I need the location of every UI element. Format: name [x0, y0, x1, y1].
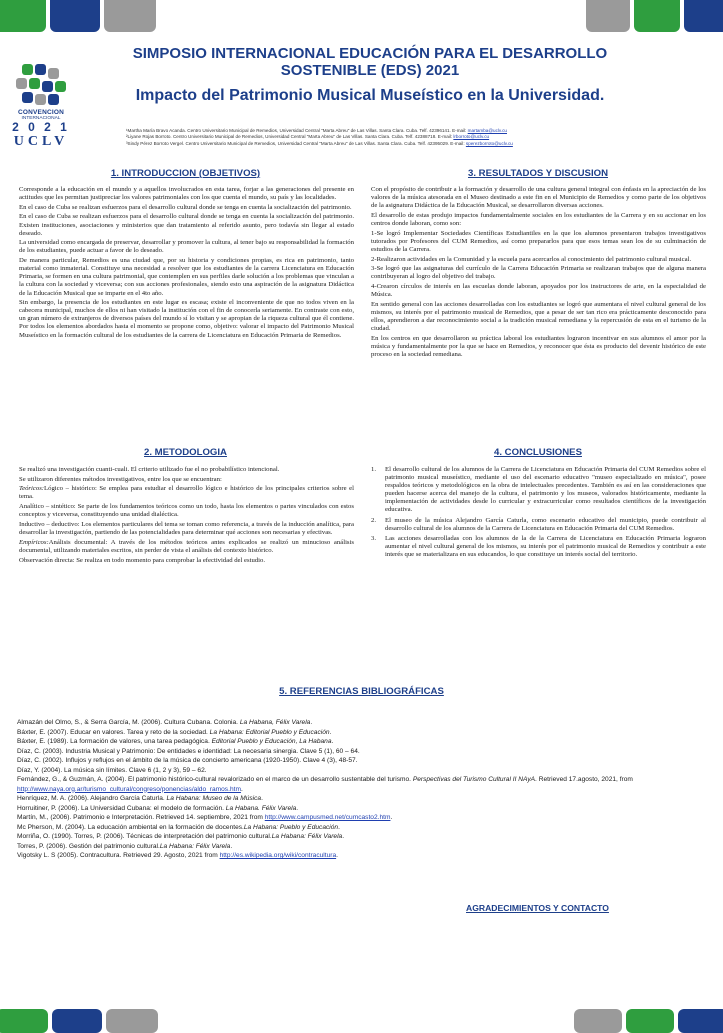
corner-square-gray-bottom-left: [106, 1009, 158, 1033]
corner-square-blue-bottom-left: [52, 1009, 102, 1033]
conclusions-text: [371, 466, 706, 561]
list-item: Horruitiner, P. (2006). La Universidad Cubana: el modelo de formación. La Habana. Félix Varela.: [17, 804, 299, 812]
paragraph: 2-Realizaron actividades en la Comunidad y la escuela para acercarlos al conocimiento del patrimonio cultural musical.: [371, 255, 692, 263]
reference-link[interactable]: http://www.naya.org.ar/turismo_cultural/congreso/ponencias/aldo_ramos.htm: [17, 785, 241, 793]
paragraph: Se utilizaron diferentes métodos investigativos, entre los que se encuentran:: [19, 475, 222, 483]
author-line: ³Sindy Pérez Borroto Vergel. Centro Universitario Municipal de Remedios, Universidad Central "Marta Abreu" de Las Villas. Santa Clara. Cuba. Telf. 42395029. E-mail: sperezborroto@uclv.cu: [126, 140, 513, 146]
introduction-text: [19, 186, 354, 341]
list-item: Díaz, Y. (2004). La música sin límites. Clave 6 (1, 2 y 3), 59 – 62.: [17, 766, 207, 774]
corner-square-blue-top-left: [50, 0, 100, 32]
list-item: Torres, P. (2006). Gestión del patrimonio cultural.La Habana: Félix Varela.: [17, 842, 233, 850]
paragraph: Observación directa: Se realiza en todo momento para comprobar la efectividad del estudio.: [19, 556, 266, 564]
reference-list: [17, 718, 717, 861]
list-item: Báxter, E. (2007). Educar en valores. Tarea y reto de la sociedad. La Habana: Editorial Pueblo y Educación.: [17, 728, 332, 736]
paragraph: 3-Se logró que las asignaturas del currículo de la Carrera Educación Primaria se realizaran trabajos que de alguna manera contribuyeran al logro del objetivo del trabajo.: [371, 265, 706, 281]
reference-link[interactable]: http://es.wikipedia.org/wiki/contracultura: [219, 852, 337, 859]
logo-line-internacional: INTERNACIONAL: [21, 116, 61, 121]
paragraph: Corresponde a la educación en el mundo y a aquellos involucrados en esta tarea, forjar a las generaciones del presente en actitudes que les permitan justipreciar los valores patrimoniales con los que cuenta el mundo, su país y las localidades.: [19, 186, 354, 202]
list-item: Martín, M., (2006). Patrimonio e Interpretación. Retrieved 14. septiembre, 2021 from http://www.campusmed.net/cumcasto2.htm.: [17, 814, 393, 821]
author-affiliations: [126, 128, 626, 147]
list-item: 2. El museo de la música Alejandro García Caturla, como escenario educativo del municipio, puede contribuir al desarrollo cultural de los alumnos de la Carrera de Licenciatura en Educación Primaria del CUM Remedios.: [371, 516, 706, 532]
symposium-title: SIMPOSIO INTERNACIONAL EDUCACIÓN PARA EL DESARROLLO SOSTENIBLE (EDS) 2021: [132, 45, 608, 79]
list-item: Fernández, G., & Guzmán, A. (2004). El patrimonio histórico-cultural revalorizado en el marco de un desarrollo sustentable del turismo. Perspectivas del Turismo Cultural II NAyA. Retrieved 17.agosto, 2021, from http://www.naya.org.ar/turismo_cultural/congreso/ponencias/aldo_ramos.htm.: [17, 776, 633, 793]
poster-title: Impacto del Patrimonio Musical Museístico en la Universidad.: [135, 87, 605, 104]
list-item: Almazán del Olmo, S., & Serra García, M. (2006). Cultura Cubana. Colonia. La Habana, Félix Varela.: [17, 719, 313, 726]
corner-square-green-bottom-left: [0, 1009, 48, 1033]
section-heading-conclusions: 4. CONCLUSIONES: [494, 447, 582, 458]
paragraph: El desarrollo de estas produjo impactos fundamentalmente sociales en los estudiantes de la Carrera y en su accionar en los centros donde laboran, como son:: [371, 211, 706, 227]
paragraph: De manera particular, Remedios es una ciudad que, por su historia y condiciones propias, es rica en patrimonio, tanto material como inmaterial. Constituye una necesidad a resolver que los estudiantes de la carrera Licenciatura en Educación Primaria, se formen en una cultura patrimonial, que contemplen en sus perfiles darle solución a los problemas que vinculan a la cultura con la sociedad y viceversa; con sus acciones profesionales, siendo esto una aspiración de la asignatura Didáctica de la Educación Musical que se imparte en el 4to año.: [19, 257, 354, 297]
logo-line-year: 2 0 2 1: [12, 120, 70, 134]
corner-square-green-top-right: [634, 0, 680, 32]
methodology-text: [19, 466, 354, 566]
section-heading-methodology: 2. METODOLOGIA: [144, 447, 227, 458]
paragraph: Se realizó una investigación cuanti-cuali. El criterio utilizado fue el no probabilístico intencional.: [19, 466, 280, 473]
logo-mosaic: [16, 62, 66, 106]
corner-square-gray-top-left: [104, 0, 156, 32]
paragraph: En sentido general con las acciones desarrolladas con los estudiantes se logró que aumentara el nivel cultural general de los mismos, su interés por el patrimonio musical de Remedios, que a pesar de ser tan rico era prácticamente desconocido para ellos, aprendieron a dar reconocimiento social a la tradición musical remediana y la repercusión de esta en el turismo de la ciudad.: [371, 300, 706, 333]
list-item: Díaz, C. (2003). Industria Musical y Patrimonio: De entidades e identidad: La necesaria sinergia. Clave 5 (1), 60 – 64.: [17, 747, 360, 755]
author-email-link[interactable]: martamba@uclv.cu: [467, 128, 507, 133]
list-item: Vigotsky L. S (2005). Contracultura. Retrieved 29. Agosto, 2021 from http://es.wikipedia.org/wiki/contracultura.: [17, 852, 338, 859]
list-item: Morriña, O. (1990). Torres, P. (2006). Técnicas de interpretación del patrimonio cultural.La Habana: Félix Varela.: [17, 833, 345, 840]
paragraph: 1-Se logró Implementar Sociedades Científicas Estudiantiles en la que los alumnos presentaron trabajos investigativos tutorados por Profesores del CUM Remedios, así como prepararlos para que esos temas sean los de su culminación de estudios de la Carrera.: [371, 229, 706, 253]
list-item: Báxter, E. (1989). La formación de valores, una tarea pedagógica. Editorial Pueblo y Educación, La Habana.: [17, 738, 334, 745]
paragraph: Sin embargo, la presencia de los estudiantes en este lugar es escasa; existe el inconveniente de que no todos viven en la cabecera municipal, muchos de ellos ni han visitado la institución con el fin de conocerla seriamente. En contraste con esto, un gran número de extranjeros de diversos países del mundo sí lo visitan y se apropian de la riqueza cultural que él contiene. Por todos los elementos abordados hasta el momento se propone como, objetivo: valorar el impacto del Patrimonio Musical Museístico en la formación cultural de los estudiantes de la carrera de Licenciatura en Educación Primaria de Remedios.: [19, 299, 354, 339]
corner-square-gray-bottom-right: [574, 1009, 622, 1033]
list-item: Henríquez, M. A. (2006). Alejandro García Caturla. La Habana: Museo de la Música.: [17, 795, 263, 802]
list-item: 1. El desarrollo cultural de los alumnos de la Carrera de Licenciatura en Educación Primaria del CUM Remedios sobre el patrimonio musical museístico, mediante el uso del escenario educativo "museo especializado en música", posee respaldos teóricos y metodológicos en la obra de intelectuales precedentes. También es así en las consideraciones que pueden hacerse acerca del manejo de la cultura, el patrimonio y los museos, valorados históricamente, mediante la implementación de actividades desde lo curricular y extracurricular como resultados científicos de la investigación educativa.: [371, 466, 706, 514]
corner-square-blue-top-right: [684, 0, 723, 32]
corner-square-green-top-left: [0, 0, 46, 32]
corner-square-blue-bottom-right: [678, 1009, 723, 1033]
paragraph: Empíricos:Análisis documental: A través de los métodos teóricos antes explicados se realizó un minucioso análisis documental, utilizando materiales escritos, sin perder de vista el análisis del contexto histórico.: [19, 538, 354, 554]
paragraph: Con el propósito de contribuir a la formación y desarrollo de una cultura general integral con énfasis en la apreciación de los valores de la música atesorada en el Museo destinado a este fin en el Municipio de Remedios y como parte de los objetivos de la asignatura Didáctica de la Educación Musical, se desarrollaron diversas acciones.: [371, 186, 706, 210]
section-heading-results: 3. RESULTADOS Y DISCUSION: [467, 168, 609, 179]
acknowledgements-heading: AGRADECIMIENTOS Y CONTACTO: [466, 903, 609, 913]
paragraph: Inductivo – deductivo: Los elementos particulares del tema se toman como referencia, a través de la inducción analítica, para desarrollar la investigación, partiendo de las potencialidades para determinar qué acciones son necesarias y efectivas.: [19, 520, 354, 537]
paragraph: En el caso de Cuba se realizan esfuerzos para el desarrollo cultural donde se tenga en cuenta la socialización del patrimonio. Existen instituciones, asociaciones y ministerios que dan tratamiento al referido asunto, pero todavía sin llegar al estado deseado.: [19, 213, 354, 237]
section-heading-introduction: 1. INTRODUCCION (OBJETIVOS): [110, 168, 261, 179]
list-item: Mc Pherson, M. (2004). La educación ambiental en la formación de docentes.La Habana: Pueblo y Educación.: [17, 823, 340, 831]
reference-link[interactable]: http://www.campusmed.net/cumcasto2.htm: [264, 814, 391, 821]
author-email-link[interactable]: lrborroto@uclv.cu: [453, 134, 490, 140]
paragraph: La universidad como encargada de preservar, desarrollar y promover la cultura, al tener bajo su responsabilidad la formación de los estudiantes, puede actuar a favor de lo deseado.: [19, 239, 354, 255]
author-email-link[interactable]: sperezborroto@uclv.cu: [465, 140, 513, 146]
paragraph: En el caso de Cuba se realizan esfuerzos para el desarrollo cultural donde se tenga en cuenta la socialización del patrimonio.: [19, 203, 352, 211]
logo-line-convencion: CONVENCION: [17, 109, 65, 116]
section-heading-references: 5. REFERENCIAS BIBLIOGRÁFICAS: [279, 686, 444, 697]
logo-line-uclv: UCLV: [13, 134, 69, 149]
paragraph: Analítico – sintético: Se parte de los fundamentos teóricos como un todo, hasta los elementos o partes vinculados con estos conceptos y viceversa, constituyendo una unidad dialéctica.: [19, 503, 354, 519]
list-item: Díaz, C. (2002). Influjos y reflujos en el ámbito de la música de concierto americana (1920-1950). Clave 4 (3), 48-57.: [17, 757, 358, 764]
paragraph: En los centros en que desarrollaron su práctica laboral los estudiantes lograron incentivar en sus alumnos el amor por la música y fundamentalmente por la que se hace en Remedios, y reconocer que ésta es producto del devenir histórico de este proceso en la sociedad remediana.: [371, 334, 706, 358]
corner-square-green-bottom-right: [626, 1009, 674, 1033]
results-text: [371, 186, 706, 361]
author-line: ¹Martha María Bravo Acanda. Centro Universitario Municipal de Remedios, Universidad Central "Marta Abreu" de Las Villas. Santa Clara. Cuba. Telf. 42396141. E-mail: martamba@uclv.cu: [126, 128, 507, 133]
list-item: 3. Las acciones desarrolladas con los alumnos de la de la Carrera de Licenciatura en Educación Primaria lograron aumentar el nivel cultural general de los mismos, su interés por el patrimonio musical de Remedios y contribuir a este interés que se materializara en sus educandos, lo que constituye un interés social del territorio.: [371, 534, 706, 558]
paragraph: Teóricos:Lógico – histórico: Se emplea para estudiar el desarrollo lógico e histórico de los principales criterios sobre el tema.: [19, 485, 354, 501]
author-line: ²Liyane Rojas Borroto. Centro Universitario Municipal de Remedios, Universidad Central "Marta Abreu" de Las Villas. Santa Clara. Cuba. Telf. 42388718. E-mail: lrborroto@uclv.cu: [126, 134, 490, 140]
corner-square-gray-top-right: [586, 0, 630, 32]
convention-logo: [12, 62, 70, 149]
paragraph: 4-Crearon círculos de interés en las escuelas donde laboran, apoyados por los instructores de arte, en la especialidad de Música.: [371, 283, 706, 299]
